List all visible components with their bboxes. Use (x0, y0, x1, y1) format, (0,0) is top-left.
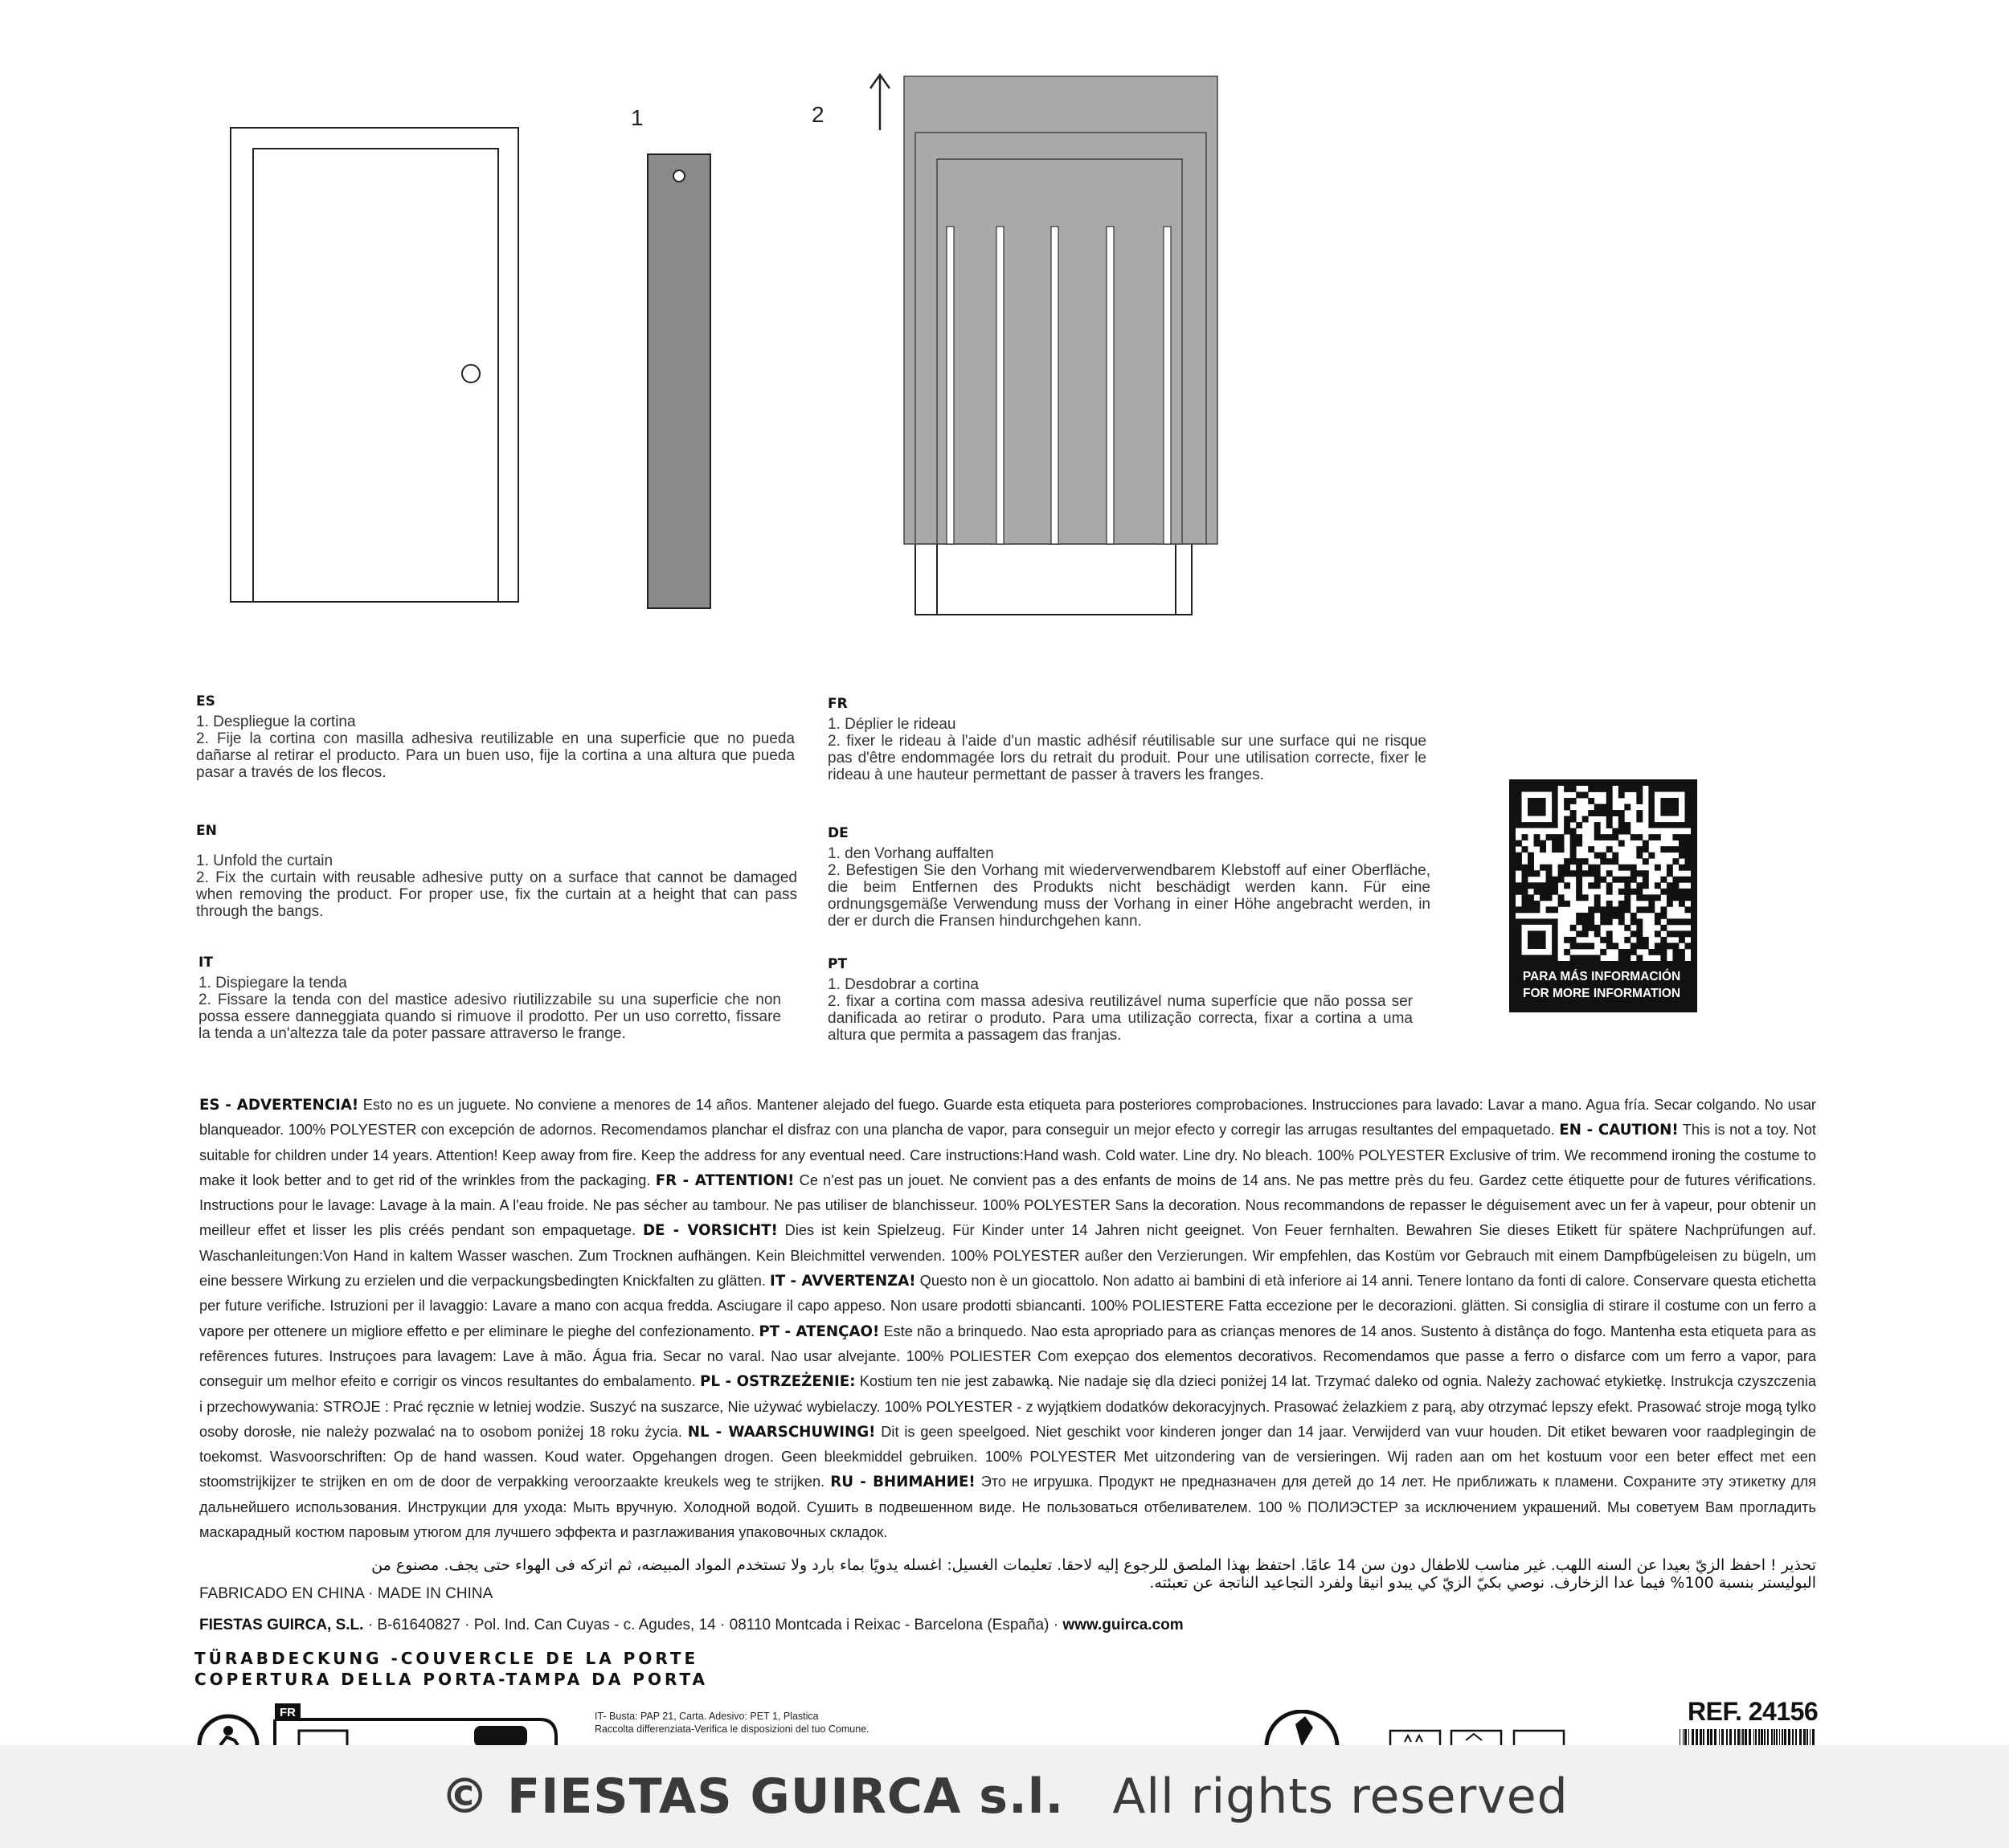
care-label-icons (1389, 1727, 1573, 1747)
lang-code: DE (828, 825, 849, 841)
recycling-italy-text (595, 1710, 869, 1736)
warning-label-en: EN - CAUTION! (1559, 1122, 1679, 1139)
barcode-icon (1680, 1729, 1818, 1745)
instructions-it (198, 955, 781, 1042)
warning-text-pt: Este não a brinquedo. Nao esta apropriado para as crianças menores de 14 anos. Sustento à distânça do fogo. Mantenha esta etiqueta para as refêrences futures. Instruçoes para lavagem: Lave à mão. Água fria. Secar no varal. Nao usar alvejante. 100% POLIESTER Com exepçao dos elementos decorativos. Recomendamos que passe a ferro o disfarce com um ferro a vapor, para conseguir um melhor efeito e corrigir os vincos resultantes do embalamento. (199, 1323, 1817, 1390)
warning-label-es: ES - ADVERTENCIA! (199, 1097, 359, 1114)
product-diagram (0, 0, 2009, 643)
recycle-person-icon (199, 1716, 257, 1745)
step2-text: 2. Fix the curtain with reusable adhesive putty on a surface that cannot be damaged when removing the product. For proper use, fix the curtain at a height that can pass through the bangs. (196, 869, 797, 920)
product-title-line2: COPERTURA DELLA PORTA-TAMPA DA PORTA (194, 1670, 709, 1689)
door-knob-icon (462, 365, 480, 382)
recycling-symbols (185, 1702, 571, 1747)
step2-text: 2. fixar a cortina com massa adesiva reutilizável numa superfície que não possa ser danificada ao retirar o produto. Para uma utilização correcta, fixar a cortina a uma altura que permita a passagem das franjas. (828, 993, 1413, 1044)
warning-label-nl: NL - WAARSCHUWING! (687, 1423, 876, 1441)
step2-number: 2 (812, 102, 824, 127)
instructions-fr (828, 696, 1426, 783)
fr-badge: FR (280, 1706, 296, 1719)
safety-warnings (199, 1093, 1816, 1545)
unfolded-curtain-illustration (904, 76, 1217, 615)
lang-code: ES (196, 693, 215, 709)
warning-label-pl: PL - OSTRZEŻENIE: (700, 1373, 856, 1391)
warning-text-en: This is not a toy. Not suitable for children under 14 years. Attention! Keep away from fire. Keep the address for any eventual need. Care instructions:Hand wash. Cold water. Line dry. No bleach. 100% POLYESTER Exclusive of trim. We recommend ironing the costume to make it look better and to get rid of the wrinkles from the packaging. (199, 1122, 1816, 1188)
line-dry-icon (1514, 1731, 1564, 1747)
product-reference: REF. 24156 (1688, 1697, 1819, 1726)
warning-label-fr: FR - ATTENTION! (655, 1171, 795, 1189)
recycling-it-line2: Raccolta differenziata-Verifica le disposizioni del tuo Comune. (595, 1723, 869, 1735)
warning-label-ru: RU - ВНИМАНИЕ! (830, 1474, 976, 1491)
warning-text-nl: Dit is geen speelgoed. Niet geschikt voor kinderen jonger dan 14 jaar. Verwijderd van vuur houden. Dit etiket bewaren voor raadplegingin de toekomst. Wasvoorschriften: Op de hand wassen. Koud water. Opgehangen drogen. Geen bleekmiddel gebruiken. 100% POLYESTER Met uitzondering van de versieringen. Wij raden aan om het kostuum voor een beter effect met een stoomstrijkijzer te strijken en om de door de verpakking veroorzaakte kreukels weg te strijken. (199, 1423, 1816, 1490)
step1-number: 1 (631, 105, 644, 130)
copyright-footer (0, 1745, 2009, 1848)
folded-curtain-illustration (648, 154, 710, 608)
copyright-rights: All rights reserved (1112, 1768, 1569, 1825)
no-bleach-icon (1451, 1731, 1501, 1747)
recycling-it-line1: IT- Busta: PAP 21, Carta. Adesivo: PET 1, Plastica (595, 1711, 819, 1722)
step1-text: 1. Dispiegare la tenda (198, 975, 347, 991)
step1-text: 1. Unfold the curtain (196, 852, 333, 869)
qr-label-line1: PARA MÁS INFORMACIÓN (1522, 970, 1681, 983)
step1-text: 1. Desdobrar a cortina (828, 976, 979, 993)
qr-info-label (1511, 968, 1692, 1002)
lang-code: PT (828, 956, 848, 972)
step2-text: 2. fixer le rideau à l'aide d'un mastic adhésif réutilisable sur une surface qui ne risque pas d'être endommagée lors du retrait du produit. Pour une utilisation correcte, fixer le rideau à une hauteur permettant de passer à travers les franges. (828, 733, 1426, 783)
step1-text: 1. den Vorhang auffalten (828, 845, 994, 862)
warning-text-de: Dies ist kein Spielzeug. Für Kinder unter 14 Jahren nicht geeignet. Von Feuer fernhalten. Bewahren Sie dieses Etikett für spätere Nachprüfungen auf. Waschanleitungen:Von Hand in kaltem Wasser waschen. Zum Trocknen aufhängen. Kein Bleichmittel verwenden. 100% POLYESTER außer den Verzierungen. Wir empfehlen, das Kostüm vor Gebrauch mit einem Dampfbügeleisen zu bügeln, um eine bessere Wirkung zu erzielen und die verpackungsbedingten Knickfalten zu glätten. (199, 1222, 1817, 1290)
hanging-hole-icon (673, 170, 685, 182)
warning-text-it: Questo non è un giocattolo. Non adatto ai bambini di età inferiore ai 14 anni. Tenere lontano da fonti di calore. Conservare questa etichetta per future verifiche. Istruzioni per il lavaggio: Lavare a mano con acqua fredda. Asciugare il capo appeso. Non usare prodotti sbiancanti. 100% POLIESTERE Fatta eccezione per le decorazioni. glätten. Si consiglia di stirare il costume con un ferro a vapore per ottenere un migliore effetto e per eliminare le pieghe del confezionamento. (199, 1273, 1816, 1339)
warning-text-pl: Kostium ten nie jest zabawką. Nie nadaje się dla dzieci poniżej 14 lat. Trzymać daleko od ognia. Należy zachować etykietkę. Instrukcja czyszczenia i przechowywania: STROJE : Prać ręcznie w letniej wodzie. Suszyć na suszarce, Nie używać wybielaczy. 100% POLYESTER - z wyjątkiem dodatków dekoracyjnych. Prasować żelazkiem z parą, aby otrzymać lepszy efekt. Prasować stroje mogą tylko osoby dorosłe, nie należy pozwalać na to osobom poniżej 18 roku życia. (199, 1373, 1816, 1440)
warning-label-it: IT - AVVERTENZA! (769, 1273, 916, 1290)
up-arrow-icon (870, 75, 890, 130)
warning-label-de: DE - VORSICHT! (642, 1222, 778, 1240)
lang-code: FR (828, 696, 848, 712)
step2-text: 2. Fissare la tenda con del mastice adesivo riutilizzabile su una superficie che non possa essere danneggiata quando si rimuove il prodotto. Per un uso corretto, fissare la tenda a un'altezza tale da poter passare attraverso le frange. (198, 991, 781, 1042)
paper-bin-icon (299, 1731, 347, 1747)
company-name: FIESTAS GUIRCA, S.L. (199, 1617, 364, 1633)
instructions-de (828, 825, 1430, 930)
warning-text-es: Esto no es un juguete. No conviene a menores de 14 años. Mantener alejado del fuego. Guarde esta etiqueta para posteriores comprobaciones. Instrucciones para lavado: Lavar a mano. Agua fría. Secar colgando. No usar blanqueador. 100% POLYESTER con excepción de adornos. Recomendamos planchar el disfraz con una plancha de vapor, para conseguir un mejor efecto y corregir las arrugas resultantes del empaquetado. (199, 1097, 1816, 1139)
company-info (199, 1617, 1184, 1634)
copyright-brand: © FIESTAS GUIRCA s.l. (440, 1768, 1065, 1825)
instructions-pt (828, 956, 1413, 1044)
step1-text: 1. Despliegue la cortina (196, 713, 356, 730)
arabic-warning: تحذير ! احفظ الزيّ بعيدا عن السنه اللهب. غير مناسب للاطفال دون سن 14 عامًا. احتفظ بهذا الملصق للرجوع إليه لاحقا. تعليمات الغسيل: اغسله يدويًا بماء بارد ولا تستخدم المواد المبيضه، ثم اتركه فى الهواء حتى يجف. مصنوع من البوليستر بنسبة 100% فيما عدا الزخارف. نوصي بكيّ الزيّ كي يبدو انيقا ولفرد التجاعيد الناتجة عن تعبئته. (371, 1556, 1816, 1592)
company-details: · B-61640827 · Pol. Ind. Can Cuyas - c. Agudes, 14 · 08110 Montcada i Reixac - Barcelona (España) · (363, 1617, 1063, 1633)
lang-code: IT (198, 955, 213, 971)
company-website-link[interactable]: www.guirca.com (1062, 1617, 1184, 1633)
warning-text-ru: Это не игрушка. Продукт не предназначен для детей до 14 лет. Не приближать к пламени. Сохраните эту этикетку для дальнейшего использования. Инструкции для ухода: Мыть вручную. Холодной водой. Сушить в подвешенном виде. Не пользоваться отбеливателем. 100 % ПОЛИЭСТЕР за исключением украшений. Мы советуем Вам прогладить маскарадный костюм паровым утюгом для лучшего эффекта и разглаживания упаковочных складок. (199, 1474, 1816, 1541)
warning-label-pt: PT - ATENÇAO! (759, 1323, 880, 1340)
origin-text: FABRICADO EN CHINA · MADE IN CHINA (199, 1585, 493, 1602)
tidyman-icon (1262, 1710, 1342, 1747)
qr-label-line2: FOR MORE INFORMATION (1522, 987, 1681, 1000)
product-title-line1: TÜRABDECKUNG -COUVERCLE DE LA PORTE (194, 1649, 699, 1668)
lang-code: EN (196, 823, 217, 839)
step2-text: 2. Befestigen Sie den Vorhang mit wiederverwendbarem Klebstoff auf einer Oberfläche, die beim Entfernen des Produkts nicht beschädigt werden kann. Für eine ordnungsgemäße Verwendung muss der Vorhang in einer Höhe angebracht werden, in der er durch die Fransen hindurchgehen kann. (828, 862, 1430, 930)
qr-code-icon[interactable] (1516, 786, 1691, 961)
door-illustration (231, 128, 518, 602)
instructions-es (196, 693, 795, 781)
step1-text: 1. Déplier le rideau (828, 716, 956, 733)
step2-text: 2. Fije la cortina con masilla adhesiva reutilizable en una superficie que no pueda dañarse al retirar el producto. Para un buen uso, fije la cortina a una altura que pueda pasar a través de los flecos. (196, 730, 795, 781)
warning-text-fr: Ce n'est pas un jouet. Ne convient pas a des enfants de moins de 14 ans. Ne pas mettre près du feu. Gardez cette étiquette pour de futures vérifications. Instructions pour le lavage: Lavage à la main. A l'eau froide. Ne pas sécher au tambour. Ne pas utiliser de blanchisseur. 100% POLYESTER Sans la decoration. Nous recommandons de repasser le déguisement avec un fer à vapeur, pour obtenir un meilleur effet et lisser les plis créés pendant son empaquetage. (199, 1171, 1816, 1239)
copyright-text (440, 1768, 1569, 1825)
hand-wash-icon (1390, 1731, 1440, 1747)
instructions-en (196, 823, 797, 920)
